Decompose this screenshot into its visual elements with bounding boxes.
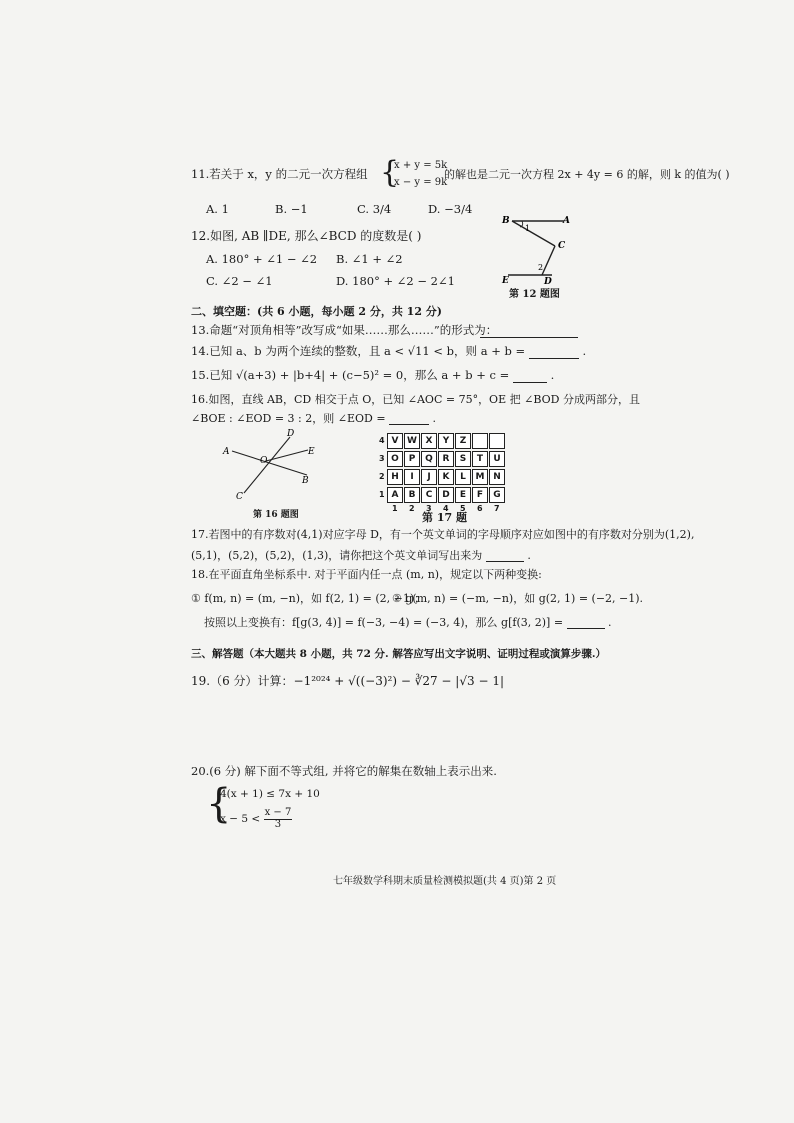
grid-cell: E — [455, 487, 471, 503]
q11-option-d: D. −3/4 — [428, 202, 473, 216]
q15-stem: 15.已知 √(a+3) + |b+4| + (c−5)² = 0，那么 a + b + c = — [191, 368, 510, 382]
grid-cell: C — [421, 487, 437, 503]
grid-ylabel: 1 — [379, 490, 385, 499]
grid-cell — [472, 433, 488, 449]
q12-label-c: C — [558, 241, 566, 251]
q12-option-a: A. 180° + ∠1 − ∠2 — [206, 252, 318, 266]
grid-cell: Y — [438, 433, 454, 449]
q14-stem: 14.已知 a、b 为两个连续的整数，且 a < √11 < b，则 a + b = — [191, 344, 526, 358]
q12-label-d: D — [544, 277, 552, 287]
grid-cell: N — [489, 469, 505, 485]
q11-prefix: 11.若关于 x，y 的二元一次方程组 — [191, 167, 368, 181]
q13-text: 13.命题“对顶角相等”改写成“如果……那么……”的形式为： — [191, 323, 498, 337]
q16-line2 — [191, 412, 436, 425]
q15-answer-blank[interactable] — [513, 370, 547, 383]
q11-option-b: B. −1 — [275, 202, 308, 216]
grid-cell: L — [455, 469, 471, 485]
q20-ineq2-left: x − 5 < — [220, 813, 261, 825]
grid-cell: K — [438, 469, 454, 485]
grid-cell: U — [489, 451, 505, 467]
q20-ineq1: 4(x + 1) ≤ 7x + 10 — [220, 788, 320, 800]
q17-line1: 17.若图中的有序数对(4,1)对应字母 D，有一个英文单词的字母顺序对应如图中的有序数对分别为(1,2), — [191, 528, 695, 541]
grid-cell: I — [404, 469, 420, 485]
grid-cell: G — [489, 487, 505, 503]
q11-brace: { — [380, 155, 400, 190]
grid-xlabel: 4 — [443, 504, 449, 513]
q16-figure — [220, 427, 330, 507]
q20-stem: 20.(6 分) 解下面不等式组, 并将它的解集在数轴上表示出来. — [191, 764, 497, 778]
q12-caption: 第 12 题图 — [509, 289, 560, 300]
q18-line2b: ② g(m, n) = (−m, −n)，如 g(2, 1) = (−2, −1). — [392, 592, 644, 605]
grid-cell: F — [472, 487, 488, 503]
section3-heading: 三、解答题（本大题共 8 小题，共 72 分. 解答应写出文字说明、证明过程或演算步骤.） — [191, 648, 607, 660]
q16-label-a: A — [223, 447, 230, 457]
grid-cell: Z — [455, 433, 471, 449]
grid-xlabel: 6 — [477, 504, 483, 513]
grid-ylabel: 3 — [379, 454, 385, 463]
q12-option-c: C. ∠2 − ∠1 — [206, 274, 273, 288]
q17-line2 — [191, 549, 531, 562]
q20-fraction-numerator: x − 7 — [264, 807, 292, 818]
q12-figure — [498, 212, 578, 290]
q19-text: 19.（6 分）计算：−1²⁰²⁴ + √((−3)²) − ∛27 − |√3 − 1| — [191, 674, 504, 688]
q17-answer-blank[interactable] — [486, 549, 524, 562]
q12-label-2: 2 — [538, 263, 544, 272]
q16-label-c: C — [236, 492, 243, 502]
q12-stem: 12.如图, AB ∥DE, 那么∠BCD 的度数是( ) — [191, 229, 422, 243]
q12-label-b: B — [502, 216, 510, 226]
grid-cell: D — [438, 487, 454, 503]
grid-cell: R — [438, 451, 454, 467]
q18-line1: 18.在平面直角坐标系中. 对于平面内任一点 (m, n)，规定以下两种变换: — [191, 568, 542, 581]
q11-eq2: x − y = 9k — [394, 177, 448, 188]
grid-cell: W — [404, 433, 420, 449]
grid-cell: S — [455, 451, 471, 467]
q11-suffix: 的解也是二元一次方程 2x + 4y = 6 的解，则 k 的值为( ) — [444, 168, 730, 181]
grid-xlabel: 5 — [460, 504, 466, 513]
q16-stem: ∠BOE : ∠EOD = 3 : 2，则 ∠EOD = — [191, 412, 386, 425]
q16-label-o: O — [260, 456, 268, 466]
q16-end: . — [432, 412, 437, 425]
q15-end: . — [550, 368, 555, 382]
q16-answer-blank[interactable] — [389, 412, 429, 425]
q18-end: . — [608, 616, 612, 629]
grid-cell: P — [404, 451, 420, 467]
grid-cell: O — [387, 451, 403, 467]
page-footer: 七年级数学科期末质量检测模拟题(共 4 页)第 2 页 — [333, 876, 557, 887]
q11-option-c: C. 3/4 — [357, 202, 392, 216]
q20-fraction-denominator: 3 — [274, 818, 282, 830]
grid-ylabel: 4 — [379, 436, 385, 445]
q12-option-b: B. ∠1 + ∠2 — [336, 252, 403, 266]
q16-label-e: E — [308, 447, 315, 457]
section2-heading: 二、填空题：(共 6 小题，每小题 2 分，共 12 分) — [191, 305, 443, 318]
q13-answer-blank[interactable] — [480, 324, 578, 338]
grid-cell: X — [421, 433, 437, 449]
grid-cell: T — [472, 451, 488, 467]
q12-option-d: D. 180° + ∠2 − 2∠1 — [336, 274, 455, 288]
q18-line3 — [204, 616, 612, 629]
grid-cell — [489, 433, 505, 449]
grid-cell: J — [421, 469, 437, 485]
q20-brace: { — [206, 781, 232, 827]
q12-label-1: 1 — [525, 224, 531, 233]
q18-answer-blank[interactable] — [567, 616, 605, 629]
q12-label-a: A — [563, 216, 570, 226]
grid-cell: A — [387, 487, 403, 503]
q16-line1: 16.如图，直线 AB，CD 相交于点 O，已知 ∠AOC = 75°，OE 把 ∠BOD 分成两部分，且 — [191, 393, 640, 406]
grid-cell: V — [387, 433, 403, 449]
grid-cell: H — [387, 469, 403, 485]
grid-xlabel: 2 — [409, 504, 415, 513]
q11-option-a: A. 1 — [206, 202, 229, 216]
q16-caption: 第 16 题图 — [253, 510, 299, 520]
grid-cell: M — [472, 469, 488, 485]
grid-xlabel: 1 — [392, 504, 398, 513]
grid-xlabel: 7 — [494, 504, 500, 513]
q17-end: . — [527, 549, 531, 562]
q18-stem: 按照以上变换有：f[g(3, 4)] = f(−3, −4) = (−3, 4)，那么 g[f(3, 2)] = — [204, 616, 564, 629]
grid-cell: Q — [421, 451, 437, 467]
q12-label-e: E — [502, 276, 509, 286]
grid-cell: B — [404, 487, 420, 503]
q11-eq1: x + y = 5k — [394, 160, 448, 171]
q16-label-d: D — [287, 429, 295, 439]
q14-answer-blank[interactable] — [529, 346, 579, 359]
grid-ylabel: 2 — [379, 472, 385, 481]
q20-fraction — [264, 808, 293, 830]
q14-end: . — [582, 344, 587, 358]
q16-label-b: B — [302, 476, 309, 486]
q14-text — [191, 345, 586, 359]
grid-xlabel: 3 — [426, 504, 432, 513]
q18-line2a: ① f(m, n) = (m, −n)，如 f(2, 1) = (2, −1)； — [191, 592, 426, 605]
q17-stem: (5,1)，(5,2)，(5,2)，(1,3)，请你把这个英文单词写出来为 — [191, 549, 483, 562]
q20-ineq2 — [220, 808, 292, 830]
q15-text — [191, 369, 554, 383]
q17-caption: 第 17 题 — [422, 511, 467, 524]
